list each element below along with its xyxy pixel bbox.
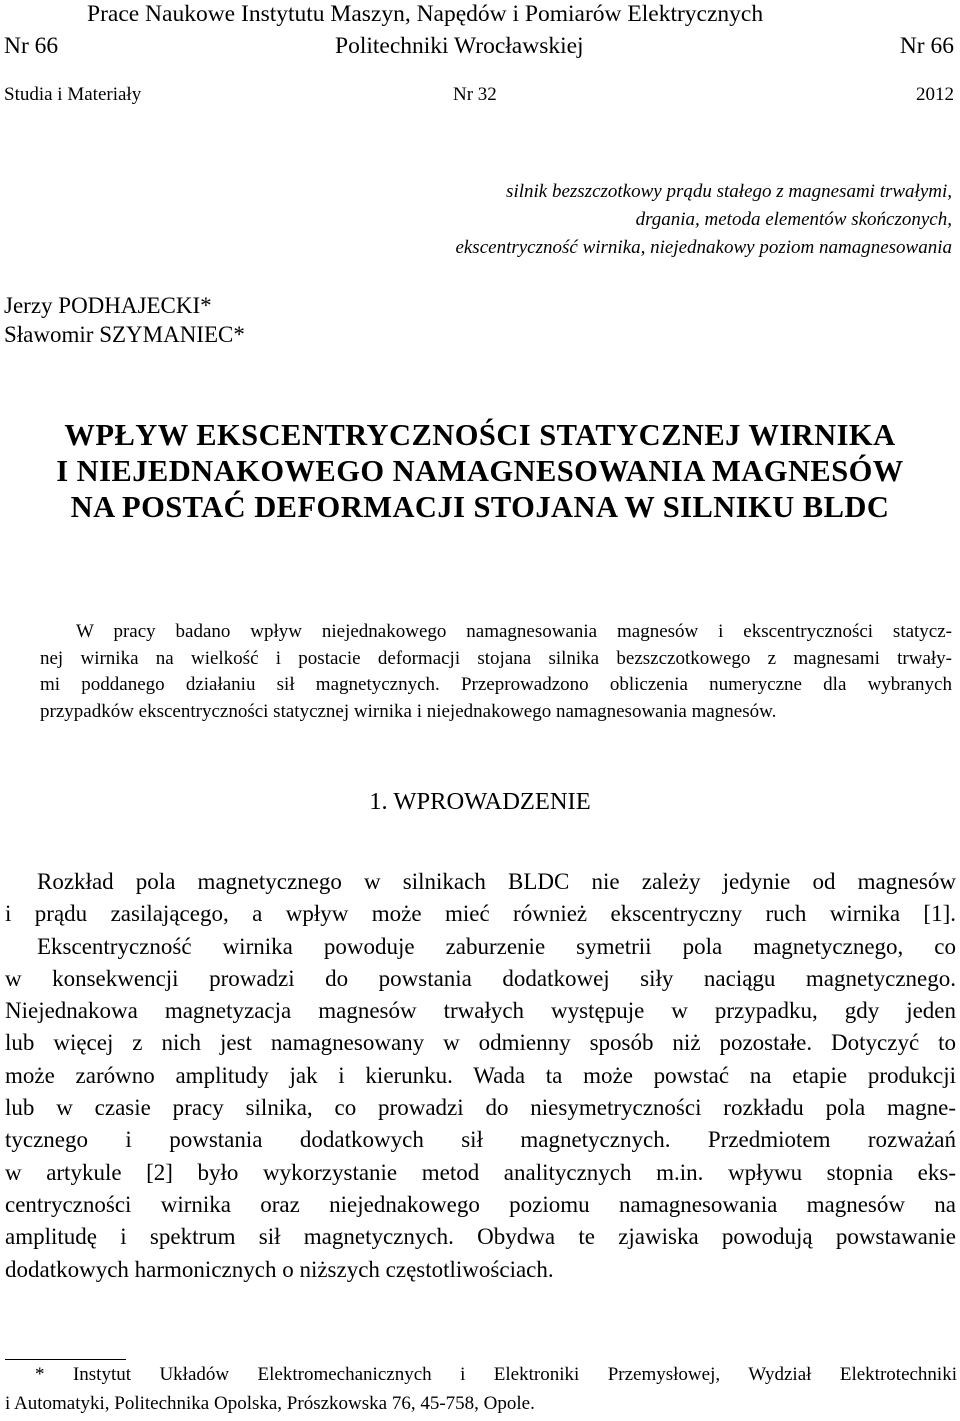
body-line: w artykule [2] było wykorzystanie metod analitycznych m.in. wpływu stopnia eks- [5,1159,956,1185]
body-line: amplitudę i spektrum sił magnetycznych. Obydwa te zjawiska powodują powstawanie [5,1224,956,1250]
abstract-line: W pracy badano wpływ niejednakowego namagnesowania magnesów i ekscentryczności statycz- [76,621,952,642]
keywords [455,178,952,262]
body-line: Rozkład pola magnetycznego w silnikach BLDC nie zależy jedynie od magnesów [37,869,956,894]
body-line: Niejednakowa magnetyzacja magnesów trwałych występuje w przypadku, gdy jeden [5,998,956,1024]
keyword-line: silnik bezszczotkowy prądu stałego z magnesami trwałymi, [506,181,952,202]
keyword-line: ekscentryczność wirnika, niejednakowy poziom namagnesowania [455,237,952,258]
journal-university: Politechniki Wrocławskiej [335,33,584,59]
authors [4,291,245,349]
keyword-line: drgania, metoda elementów skończonych, [635,209,952,230]
title-line: WPŁYW EKSCENTRYCZNOŚCI STATYCZNEJ WIRNIKA [64,418,896,452]
body-line: lub w czasie pracy silnika, co prowadzi do niesymetryczności rozkładu pola magne- [5,1095,956,1121]
journal-year: 2012 [916,84,954,105]
body-line: może zarówno amplitudy jak i kierunku. Wada ta może powstać na etapie produkcji [5,1062,956,1088]
journal-series: Studia i Materiały [4,84,142,105]
paper-title [0,417,960,525]
title-line: I NIEJEDNAKOWEGO NAMAGNESOWANIA MAGNESÓW [56,454,904,488]
journal-number-left: Nr 66 [4,33,59,59]
abstract-line: mi poddanego działaniu sił magnetycznych. Przeprowadzono obliczenia numeryczne dla wybranych [40,674,952,696]
body-paragraph [5,866,956,1286]
footnote-separator [5,1359,126,1360]
footnote-line: i Automatyki, Politechnika Opolska, Prószkowska 76, 45-758, Opole. [5,1392,535,1414]
body-line: i prądu zasilającego, a wpływ może mieć również ekscentryczny ruch wirnika [1]. [5,901,956,927]
journal-issue: Nr 32 [453,84,497,105]
body-line: w konsekwencji prowadzi do powstania dodatkowej siły naciągu magnetycznego. [5,965,956,991]
body-line: tycznego i powstania dodatkowych sił magnetycznych. Przedmiotem rozważań [5,1127,956,1153]
journal-number-right: Nr 66 [899,33,954,59]
body-line: Ekscentryczność wirnika powoduje zaburzenie symetrii pola magnetycznego, co [37,933,956,959]
author-name: Sławomir SZYMANIEC* [4,322,245,347]
footnote-line: * Instytut Układów Elektromechanicznych i Elektroniki Przemysłowej, Wydział Elektrotechniki [35,1364,957,1385]
journal-institute: Prace Naukowe Instytutu Maszyn, Napędów i Pomiarów Elektrycznych [87,1,764,27]
section-heading: 1. WPROWADZENIE [369,788,591,815]
author-name: Jerzy PODHAJECKI* [4,293,212,318]
body-line: lub więcej z nich jest namagnesowany w odmienny sposób niż pozostałe. Dotyczyć to [5,1030,956,1056]
body-line: dodatkowych harmonicznych o niższych częstotliwościach. [5,1256,554,1282]
abstract-line: przypadków ekscentryczności statycznej wirnika i niejednakowego namagnesowania magnesów. [40,700,777,722]
body-line: centryczności wirnika oraz niejednakowego poziomu namagnesowania magnesów na [5,1191,956,1217]
abstract [40,619,952,725]
footnote [5,1361,957,1419]
title-line: NA POSTAĆ DEFORMACJI STOJANA W SILNIKU BLDC [70,490,890,524]
abstract-line: nej wirnika na wielkość i postacie deformacji stojana silnika bezszczotkowego z magnesami trwały- [40,647,952,669]
